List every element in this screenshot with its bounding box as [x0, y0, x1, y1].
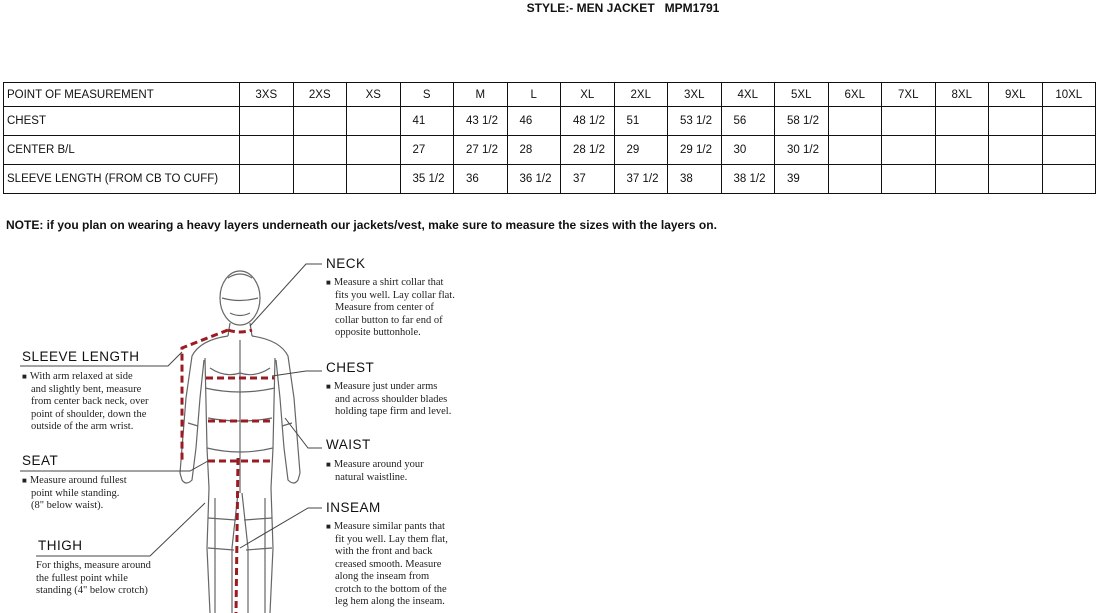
table-cell: 36 — [454, 165, 508, 194]
table-cell: 37 — [561, 165, 615, 194]
table-cell: 41 — [400, 107, 454, 136]
table-cell: 35 1/2 — [400, 165, 454, 194]
bullet-icon: ■ — [326, 382, 331, 391]
table-cell — [828, 165, 882, 194]
style-title — [0, 0, 1096, 15]
table-cell — [240, 107, 294, 136]
table-cell: 30 1/2 — [775, 136, 829, 165]
table-cell: 43 1/2 — [454, 107, 508, 136]
instruction-line: crotch to the bottom of the — [335, 583, 447, 595]
chest-title: CHEST — [326, 360, 375, 375]
column-header-size: 7XL — [882, 83, 936, 107]
column-header-size: M — [454, 83, 508, 107]
column-header-size: 6XL — [828, 83, 882, 107]
instruction-line: creased smooth. Measure — [335, 558, 442, 570]
row-label: CENTER B/L — [4, 136, 240, 165]
style-code: MPM1791 — [664, 1, 720, 15]
table-cell — [828, 136, 882, 165]
chest-instructions — [326, 381, 451, 419]
column-header-size: 4XL — [721, 83, 775, 107]
row-label: CHEST — [4, 107, 240, 136]
table-cell — [1042, 136, 1096, 165]
table-cell — [989, 136, 1043, 165]
table-cell — [240, 165, 294, 194]
table-cell — [882, 136, 936, 165]
sleeve-title: SLEEVE LENGTH — [22, 349, 140, 364]
column-header-size: XS — [347, 83, 401, 107]
instruction-line: Measure from center of — [335, 302, 434, 313]
column-header-size: 2XL — [614, 83, 668, 107]
table-cell — [935, 107, 989, 136]
instruction-line: point while standing. — [31, 487, 120, 499]
instruction-line: fit you well. Lay them flat, — [335, 533, 448, 545]
inseam-instructions — [326, 521, 448, 609]
table-cell — [989, 107, 1043, 136]
style-label: STYLE:- MEN JACKET — [526, 1, 655, 15]
neck-title: NECK — [326, 256, 366, 271]
column-header-size: 3XS — [240, 83, 294, 107]
table-header-row — [4, 83, 1096, 107]
table-cell — [1042, 165, 1096, 194]
seat-title: SEAT — [22, 453, 59, 468]
table-cell: 37 1/2 — [614, 165, 668, 194]
instruction-line: outside of the arm wrist. — [31, 421, 134, 432]
table-cell: 30 — [721, 136, 775, 165]
table-cell — [293, 165, 347, 194]
column-header-size: 2XS — [293, 83, 347, 107]
bullet-icon: ■ — [326, 278, 331, 287]
instruction-line: leg hem along the inseam. — [335, 596, 445, 607]
table-cell — [347, 136, 401, 165]
table-cell: 38 — [668, 165, 722, 194]
table-cell: 28 1/2 — [561, 136, 615, 165]
table-cell — [293, 136, 347, 165]
table-cell: 58 1/2 — [775, 107, 829, 136]
table-row — [4, 107, 1096, 136]
column-header-size: 10XL — [1042, 83, 1096, 107]
size-chart-table — [3, 82, 1096, 194]
row-label: SLEEVE LENGTH (FROM CB TO CUFF) — [4, 165, 240, 194]
instruction-line: and across shoulder blades — [335, 393, 448, 405]
column-header-size: 8XL — [935, 83, 989, 107]
table-cell: 51 — [614, 107, 668, 136]
table-cell: 27 1/2 — [454, 136, 508, 165]
instruction-line: fits you well. Lay collar flat. — [335, 289, 455, 301]
instruction-line: For thighs, measure around — [36, 560, 151, 571]
instruction-line: Measure around fullest — [29, 475, 127, 486]
instruction-line: collar button to far end of — [335, 314, 443, 326]
instruction-line: holding tape firm and level. — [335, 406, 452, 417]
table-cell — [882, 107, 936, 136]
thigh-title: THIGH — [38, 538, 83, 553]
table-cell — [935, 136, 989, 165]
sleeve-instructions — [22, 371, 148, 434]
table-row — [4, 165, 1096, 194]
thigh-instructions — [36, 560, 151, 598]
instruction-line: Measure a shirt collar that — [333, 277, 444, 288]
instruction-line: along the inseam from — [335, 571, 430, 582]
instruction-line: natural waistline. — [335, 471, 408, 483]
bullet-icon: ■ — [326, 460, 331, 469]
instruction-line: (8" below waist). — [31, 500, 104, 511]
seat-instructions — [22, 475, 127, 513]
table-cell — [989, 165, 1043, 194]
instruction-line: Measure around your — [333, 459, 424, 470]
layering-note: NOTE: if you plan on wearing a heavy layers underneath our jackets/vest, make sure to measure the sizes with the layers on. — [6, 218, 717, 232]
column-header-size: XL — [561, 83, 615, 107]
instruction-line: Measure similar pants that — [333, 521, 445, 532]
table-cell: 29 — [614, 136, 668, 165]
instruction-line: the fullest point while — [36, 572, 128, 584]
table-cell: 29 1/2 — [668, 136, 722, 165]
table-cell: 53 1/2 — [668, 107, 722, 136]
table-cell: 56 — [721, 107, 775, 136]
table-cell: 39 — [775, 165, 829, 194]
table-cell — [1042, 107, 1096, 136]
instruction-line: with the front and back — [335, 546, 433, 557]
table-row — [4, 136, 1096, 165]
table-cell: 28 — [507, 136, 561, 165]
instruction-line: standing (4" below crotch) — [36, 585, 148, 596]
table-cell — [240, 136, 294, 165]
table-cell — [935, 165, 989, 194]
column-header-size: S — [400, 83, 454, 107]
table-cell — [828, 107, 882, 136]
measurement-guide — [0, 248, 560, 613]
column-header-size: L — [507, 83, 561, 107]
instruction-line: Measure just under arms — [333, 381, 438, 392]
bullet-icon: ■ — [22, 476, 27, 485]
column-header-size: 9XL — [989, 83, 1043, 107]
column-header-size: 5XL — [775, 83, 829, 107]
table-cell: 48 1/2 — [561, 107, 615, 136]
table-cell — [882, 165, 936, 194]
inseam-title: INSEAM — [326, 500, 381, 515]
table-cell: 27 — [400, 136, 454, 165]
table-cell: 36 1/2 — [507, 165, 561, 194]
column-header-size: 3XL — [668, 83, 722, 107]
neck-instructions — [326, 277, 455, 340]
instruction-line: from center back neck, over — [31, 396, 149, 407]
table-cell: 38 1/2 — [721, 165, 775, 194]
instruction-line: point of shoulder, down the — [31, 408, 147, 420]
instruction-line: and slightly bent, measure — [31, 383, 142, 395]
waist-instructions — [326, 459, 424, 484]
column-header-point-of-measurement: POINT OF MEASUREMENT — [4, 83, 240, 107]
waist-title: WAIST — [326, 437, 371, 452]
table-cell: 46 — [507, 107, 561, 136]
instruction-line: With arm relaxed at side — [29, 371, 133, 382]
table-cell — [347, 107, 401, 136]
instruction-line: opposite buttonhole. — [335, 327, 421, 338]
table-cell — [347, 165, 401, 194]
table-cell — [293, 107, 347, 136]
bullet-icon: ■ — [22, 372, 27, 381]
bullet-icon: ■ — [326, 522, 331, 531]
